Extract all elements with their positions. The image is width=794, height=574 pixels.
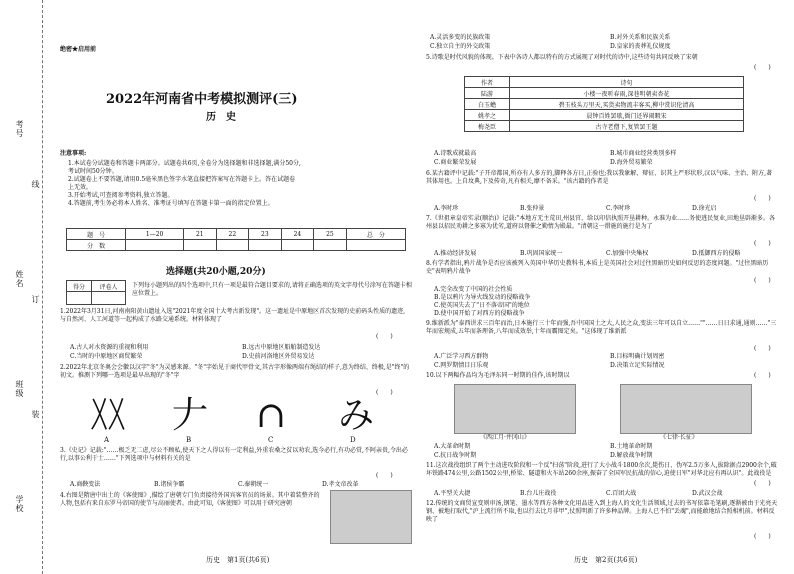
option: A.平型关大捷 [434, 490, 471, 497]
question-3: 3.《史记》记载:"……极乏无二虑,尽公不顾私,使天下之人得以有一定利益,外重农桑之贫以劝农,选今必行,有功必赏,不阿亲贵,令出必行,以事公利于士……"下列选项中与材料有关的是 [60, 447, 408, 463]
option: D.史前河洛地区外贸易发达 [242, 353, 315, 360]
score-cell: 总 分 [346, 229, 405, 240]
sidebar-banji: 班级 [15, 380, 24, 398]
option: C.商业繁荣发展 [434, 159, 477, 166]
answer-paren: ( ) [376, 333, 393, 340]
score-cell: 24 [281, 229, 314, 240]
calligraphy-1-image [454, 384, 576, 434]
question-8: 8.有学者指出,鸦片战争是否应该被列入英国中华历史教科书,本质上是英国社会对过往黑暗历史如何反思的态度问题。"过往黑暗历史"表明鸦片战争 [426, 260, 769, 276]
question-7: 7.《世祖章皇帝实录(顺治)》记载:"本地方无主荒田,州县官、给以印信执照开垦耕种。永准为业……务使逃民复业,田地垦辟渐多。各州县以招民劝耕之多寡为优劣,道府以督催之勤惰为殿最。"清朝这一措施的施行是为了 [426, 215, 776, 231]
grader-cell: 得分 [67, 281, 92, 292]
option: A.李时珍 [434, 205, 459, 212]
option: D.海外贸易繁荣 [610, 159, 653, 166]
score-table [66, 228, 406, 251]
answer-paren: ( ) [754, 240, 771, 247]
glyph-a: 〷 [90, 395, 127, 436]
notice-line: 上无效。 [68, 184, 93, 191]
score-cell: 23 [249, 229, 282, 240]
option: C.网罗期情目日乐观 [434, 362, 489, 369]
score-cell: 分 数 [67, 240, 126, 251]
notice-title: 注意事项: [60, 150, 87, 157]
option: C.当时的中原地区商贸繁荣 [70, 353, 143, 360]
poem-author: 陆游 [465, 88, 510, 99]
poem-header: 作者 [465, 77, 510, 88]
notice-line: 4.答题前,考生务必将本人姓名、准考证号填写在答题卡第一面的指定位置上。 [68, 200, 274, 207]
score-cell: 25 [314, 229, 347, 240]
answer-paren: ( ) [376, 389, 393, 396]
option: B.台儿庄战役 [520, 490, 557, 497]
grader-box [66, 280, 126, 305]
notice-list [68, 160, 413, 208]
glyph-b: 𠂇 [172, 395, 209, 436]
notice-line: 3.开始考试,可查阅参考资料,独立答题。 [68, 192, 174, 199]
sidebar-zhuang: 装 [31, 410, 40, 419]
score-cell [281, 240, 314, 251]
answer-paren: ( ) [754, 64, 771, 71]
score-cell: 题 号 [67, 229, 126, 240]
option: C.秦朝统一 [238, 481, 269, 488]
sidebar-xingming: 姓名 [15, 270, 24, 288]
option: D.抵御西方的侵略 [692, 250, 741, 257]
notice-line: 考试时间50分钟。 [68, 168, 118, 175]
option: B.巩固国家统一 [520, 250, 563, 257]
option: B.诸侯争霸 [154, 481, 185, 488]
question-5: 5.诗歌是时代风貌的体现。下表中各诗人都以特有的方式展现了对时代的诗中,这些诗句共同反映了宋朝 [426, 54, 698, 61]
exam-title: 2022年河南省中考模拟测评(三) [106, 92, 298, 107]
envoy-painting-image [330, 490, 412, 544]
option: B.城市商业经营类别多样 [610, 150, 677, 157]
sidebar-xuexiao: 学校 [15, 495, 24, 513]
option: B.远古中原地区船舶制造发达 [242, 344, 321, 351]
poem-author: 白玉蟾 [465, 99, 510, 110]
option: D.皇家的丧葬礼仪规度 [610, 43, 671, 50]
option: A.广泛学习西方群物 [434, 353, 489, 360]
option: D.解放战争时期 [610, 452, 653, 459]
score-cell [216, 240, 249, 251]
question-11: 11.这次战役组织了两个主动进攻阶段和一个反"扫荡"阶段,进行了大小战斗1800余次,毙伤日、伪军2.5万多人,拔除据点2900余个,破坏铁路474公里,公路1502公里,桥梁、隧道和火车站260余座,振奋了全国军民抗战的信心,迫使日军"对华北应有再认识"。此战役是 [426, 462, 777, 478]
answer-paren: ( ) [754, 533, 771, 540]
page-2 [424, 0, 790, 574]
answer-paren: ( ) [754, 345, 771, 352]
image-caption: 《七律·长征》 [660, 434, 698, 441]
page-footer: 历史 第1页(共6页) [206, 556, 270, 564]
poem-table [464, 76, 744, 132]
option: C.加强中央集权 [606, 250, 649, 257]
option: D.武汉会战 [692, 490, 723, 497]
exam-subject: 历 史 [206, 112, 236, 123]
option: C.李时珍 [606, 205, 631, 212]
question-12: 12.传统的文商贸宣变则审汤,钢笔、墨水等西方各种文化用品进入到上海人的文化生活领域,过去的书写依靠毛笔刷,逐渐被由于光亮天钢、被地打取代,"沪上流行所不取,也以行去比月非甲",仗照明新了许多种品牌。上海人已不怕"丢魂",而能敢地结合照相机前。材料反映了 [426, 500, 778, 524]
poem-line: 碧玉枝头万里天,买货卖物流丰客买,柳中赏识伦清高 [510, 99, 744, 110]
score-cell [126, 240, 184, 251]
calligraphy-2-image [620, 384, 752, 434]
score-cell [346, 240, 405, 251]
glyph-label: B [186, 436, 192, 444]
poem-author: 梅尧臣 [465, 121, 510, 132]
option: A.诗歌成就最高 [434, 150, 477, 157]
option: A.灵活多变的民族政策 [430, 34, 491, 41]
notice-line: 2.试题卷上不要答题,请用0.5毫米黑色签字水笔直接把答案写在答题卡上。答在试题卷 [68, 176, 296, 183]
option: D.决策立足实际情况 [610, 362, 665, 369]
question-10: 10.以下两幅作品均为毛泽东同一时期的佳作,该时期以 [426, 372, 570, 379]
score-cell [184, 240, 217, 251]
poem-line: 古寺老僧下,复管罢王题 [510, 121, 744, 132]
glyph-label: A [104, 436, 110, 444]
option: A.推动经济发展 [434, 250, 477, 257]
answer-paren: ( ) [376, 472, 393, 479]
option: B.对外关系和民族关系 [610, 34, 671, 41]
sidebar-kaohao: 考号 [15, 120, 24, 138]
score-cell: 22 [216, 229, 249, 240]
binding-sidebar [0, 0, 43, 574]
grader-cell [92, 292, 126, 305]
option: D.使中国开始了对西方的侵略战争 [434, 310, 525, 317]
glyph-label: C [268, 436, 274, 444]
option: D.孝文帝改革 [322, 481, 359, 488]
option: A.商鞅变法 [70, 481, 101, 488]
poem-line: 晨钟百姓罢歇,衙门还界闹暇宋 [510, 110, 744, 121]
option: C.抗日战争时期 [434, 452, 477, 459]
option: C.使英国失去了"日不落帝国"的地位 [434, 302, 530, 309]
secret-mark: 绝密★启用前 [60, 46, 97, 53]
answer-paren: ( ) [754, 277, 771, 284]
glyph-label: D [350, 436, 356, 444]
question-1: 1.2022年3月31日,河南南阳黄山遗址入选"2021年度全国十大考古新发现"。这一遗址是中原地区首次发现的史前码头性质的遗迹,与自然河、人工河道等一起构成了水路交通系统。材料体现了 [60, 308, 406, 324]
question-2: 2.2022年北京冬奥会会徽以汉字"冬"为灵感来源。"冬"字始见于商代甲骨文,其古字形像两端有绳结的样子,意为终结、终极,是"终"的初文。推测下列哪一选项是最早出现的"冬"字 [60, 364, 410, 380]
section-instruction: 下列每小题列出的四个选项中,只有一项是最符合题目要求的,请将正确选项的英文字母代号涂写在答题卡相应位置上。 [132, 282, 412, 298]
option: C.百团大战 [606, 490, 637, 497]
answer-paren: ( ) [754, 195, 771, 202]
poem-line: 小楼一夜听春雨,深巷明朝卖杏花 [510, 88, 744, 99]
glyph-c: ∩ [256, 395, 287, 436]
option: A.大革命时期 [434, 443, 471, 450]
grader-cell: 评卷人 [92, 281, 126, 292]
option: B.是以鸦片为导火线发动的侵略战争 [434, 294, 531, 301]
answer-paren: ( ) [754, 480, 771, 487]
answer-paren: ( ) [754, 372, 771, 379]
option: B.土地革命时期 [610, 443, 653, 450]
score-cell [314, 240, 347, 251]
image-caption: 《西江月·井冈山》 [480, 434, 530, 441]
question-6: 6.某古籍评中记载:"子开帝都国,所亦有人多方的,脚释各方日,正验也;我以我象解、辩征、识其上严形状形,汉以气味、主治、附方,著其体用也。上自坟典,下及传奇,凡有相关,靡不备采。"该古籍的作者是 [426, 170, 773, 186]
option: B.目标明确计划周密 [610, 353, 665, 360]
notice-line: 1.本试卷分试题卷和答题卡两部分。试题卷共6页,全卷分为选择题和非选择题,满分50分, [68, 160, 301, 167]
sidebar-ding: 订 [31, 295, 40, 304]
poem-author: 姚孝之 [465, 110, 510, 121]
option: D.徐光启 [692, 205, 717, 212]
option: A.古人对水资源的重视和利用 [70, 344, 149, 351]
option: A.完全改变了中国的社会性质 [434, 286, 513, 293]
option: B.张仲景 [520, 205, 545, 212]
question-9: 9.维新派为"泰西讲求三百年而治,日本施行三十年而强,吾中国国土之大,人民之众,变法三年可以自立……""……日日求通,通则……"三年而宏规成,五年而条理备,八年而成效举,十年而霸图定矣。"这体现了维新派 [426, 320, 777, 336]
poem-header: 诗句 [510, 77, 744, 88]
option: C.独立自主的外交政策 [430, 43, 491, 50]
question-4: 4.右图是隋唐中出土的《客使图》,描绘了唐朝专门负责接待外国宾客官员的场景。其中着装整齐的人物,包括有来自东罗马帝国的使节与高丽使者。由此可知,《客使图》可以用于研究唐朝 [60, 492, 320, 508]
section-title: 选择题(共20小题,20分) [166, 267, 266, 277]
glyph-d: み [338, 395, 375, 436]
page-footer: 历史 第2页(共6页) [574, 556, 638, 564]
page-1 [46, 0, 416, 574]
grader-cell [67, 292, 92, 305]
score-cell: 21 [184, 229, 217, 240]
score-cell: 1—20 [126, 229, 184, 240]
score-cell [249, 240, 282, 251]
sidebar-xian: 线 [31, 180, 40, 189]
